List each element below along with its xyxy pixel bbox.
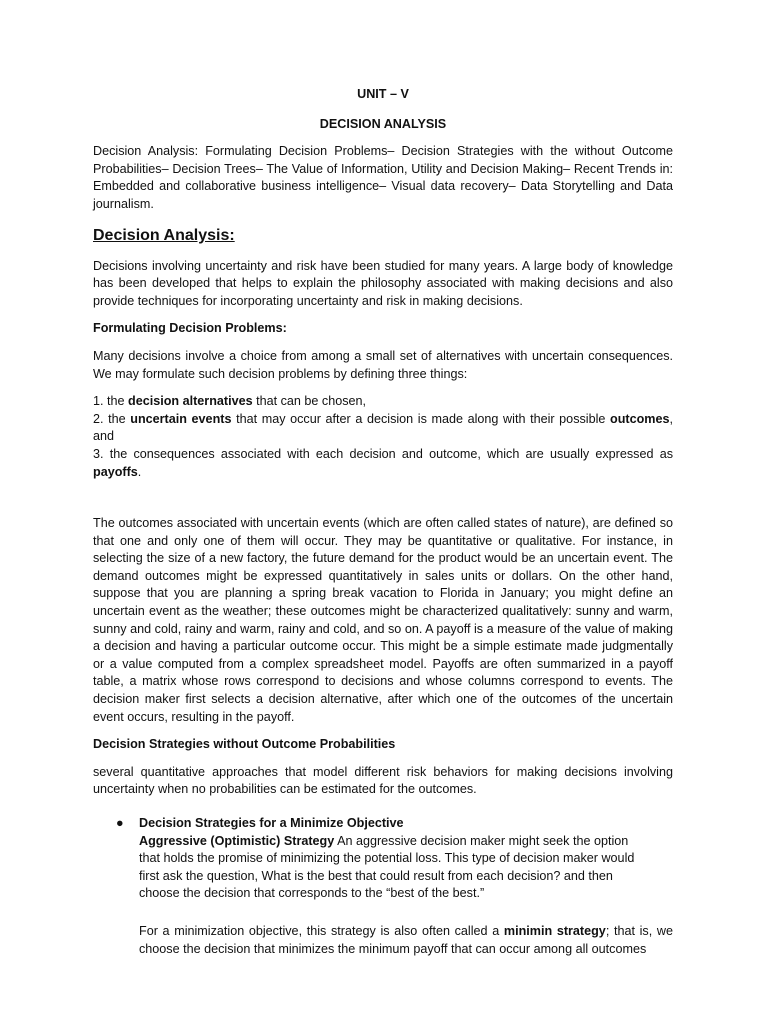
decision-analysis-paragraph: Decisions involving uncertainty and risk have been studied for many years. A large body of knowledge has been developed that helps to explain the philosophy associated with making decisions and also provide techniques for incorporating uncertainty and risk in making decisions. bbox=[93, 258, 673, 308]
bullet-title: Decision Strategies for a Minimize Objective bbox=[139, 816, 404, 830]
strategies-heading: Decision Strategies without Outcome Probabilities bbox=[93, 737, 396, 752]
list-item: 1. the decision alternatives that can be chosen, bbox=[93, 394, 367, 409]
document-body bbox=[93, 86, 673, 958]
document-title: DECISION ANALYSIS bbox=[319, 116, 447, 131]
list-item: 3. the consequences associated with each decision and outcome, which are usually expressed as payoffs. bbox=[93, 446, 673, 479]
bullet-icon: ● bbox=[116, 816, 124, 830]
intro-paragraph: Decision Analysis: Formulating Decision Problems– Decision Strategies with the without Outcome Probabilities– Decision Trees– The Value of Information, Utility and Decision Making– Recent Trends in: Embedded and collaborative business intelligence– Visual data recovery– Data Storytelling and Data journalism. bbox=[93, 144, 673, 211]
list-item: 2. the uncertain events that may occur after a decision is made along with their possible outcomes, and bbox=[93, 411, 673, 444]
formulating-paragraph: Many decisions involve a choice from among a small set of alternatives with uncertain consequences. We may formulate such decision problems by defining three things: bbox=[93, 348, 673, 381]
unit-heading: UNIT – V bbox=[357, 87, 409, 101]
outcomes-paragraph: The outcomes associated with uncertain events (which are often called states of nature), are defined so that one and only one of them will occur. They may be quantitative or qualitative. For instance, in selecting the size of a new factory, the future demand for the product would be an uncertain event. The demand outcomes might be expressed quantitatively in sales units or dollars. On the other hand, suppose that you are planning a spring break vacation to Florida in January; you might define an uncertain event as the weather; these outcomes might be characterized qualitatively: sunny and warm, sunny and cold, rainy and warm, rainy and cold, and so on. A payoff is a measure of the value of making a decision and having a particular outcome occur. This might be a simple estimate made judgmentally or a value computed from a complex spreadsheet model. Payoffs are often summarized in a payoff table, a matrix whose rows correspond to decisions and whose columns correspond to events. The decision maker first selects a decision alternative, after which one of the outcomes of the uncertain event occurs, resulting in the payoff. bbox=[93, 516, 673, 724]
minimin-paragraph: For a minimization objective, this strategy is also often called a minimin strategy; that is, we choose the decision that minimizes the minimum payoff that can occur among all outcomes bbox=[139, 923, 673, 956]
strategies-paragraph: several quantitative approaches that model different risk behaviors for making decisions involving uncertainty when no probabilities can be estimated for the outcomes. bbox=[93, 764, 673, 797]
section-heading: Decision Analysis: bbox=[93, 226, 235, 244]
bullet-list-item bbox=[116, 815, 673, 958]
aggressive-strategy-text: Aggressive (Optimistic) Strategy An aggressive decision maker might seek the option that holds the promise of minimizing the potential loss. This type of decision maker would first ask the question, What is the best that could result from each decision? and then choose the decision that corresponds to the “best of the best.” bbox=[139, 833, 635, 901]
three-things-list bbox=[93, 393, 673, 481]
formulating-heading: Formulating Decision Problems: bbox=[93, 321, 287, 336]
